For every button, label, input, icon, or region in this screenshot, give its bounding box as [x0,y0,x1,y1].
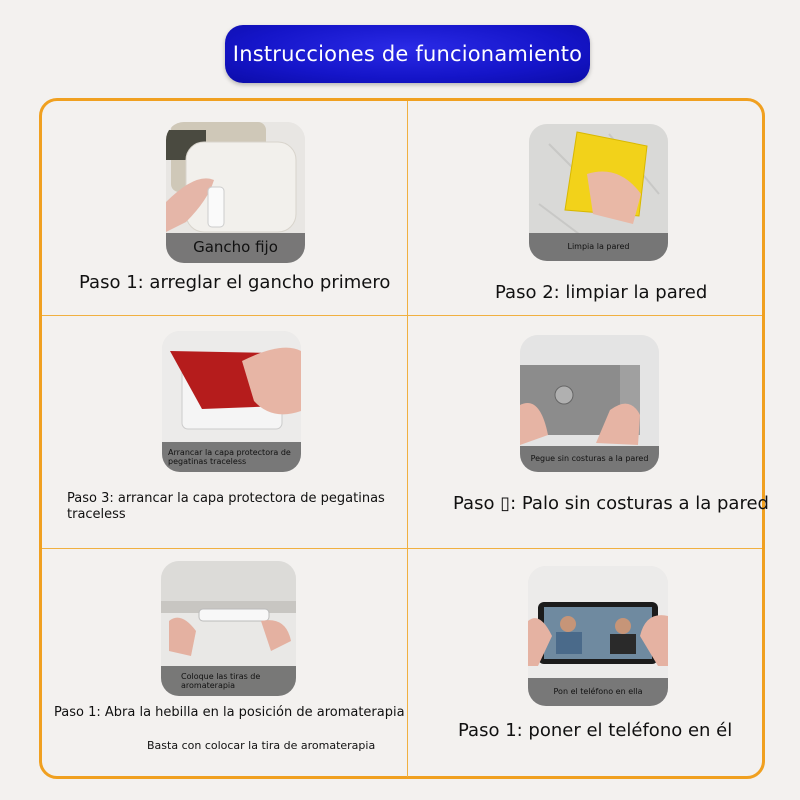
step4-text: Paso ▯: Palo sin costuras a la pared [453,493,769,514]
step3-photo [162,331,301,472]
step6-caption: Pon el teléfono en ella [528,678,668,706]
step3-text: Paso 3: arrancar la capa protectora de pegatinas traceless [67,491,385,522]
step1-photo [166,122,305,263]
step6-photo [528,566,668,706]
step6-text: Paso 1: poner el teléfono en él [458,720,733,741]
step5-text: Paso 1: Abra la hebilla en la posición de aromaterapia [54,705,405,720]
grid-divider-row-2 [42,548,762,549]
step4-caption: Pegue sin costuras a la pared [520,446,659,472]
step5-subtext: Basta con colocar la tira de aromaterapia [147,739,376,752]
step2-text: Paso 2: limpiar la pared [495,282,708,303]
step2-photo [529,124,668,261]
step3-caption: Arrancar la capa protectora de pegatinas traceless [162,442,301,472]
page-title: Instrucciones de funcionamiento [232,42,583,66]
title-banner [225,25,590,83]
step5-photo [161,561,296,696]
step1-text: Paso 1: arreglar el gancho primero [79,272,391,293]
step4-photo [520,335,659,472]
grid-divider-vertical [407,101,408,777]
step5-caption: Coloque las tiras de aromaterapia [161,666,296,696]
grid-divider-row-1 [42,315,762,316]
step2-caption: Limpia la pared [529,233,668,261]
step1-caption: Gancho fijo [166,233,305,263]
